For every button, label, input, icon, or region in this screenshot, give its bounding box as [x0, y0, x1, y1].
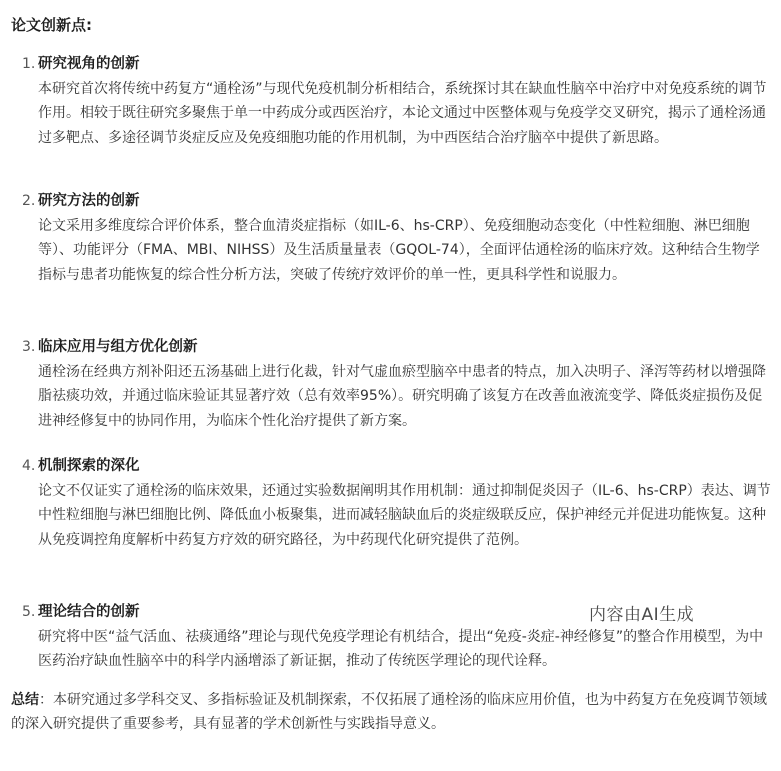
list-number: 3. [22, 339, 36, 355]
summary-paragraph [11, 688, 771, 737]
list-item [11, 52, 771, 189]
list-number: 5. [22, 604, 36, 620]
list-item-body: 论文不仅证实了通栓汤的临床效果，还通过实验数据阐明其作用机制：通过抑制促炎因子（IL-6、hs-CRP）表达、调节中性粒细胞与淋巴细胞比例、降低血小板聚集，进而减轻脑缺血后的炎症级联反应，保护神经元并促进功能恢复。这种从免疫调控角度解析中药复方疗效的研究路径，为中药现代化研究提供了范例。 [38, 483, 771, 548]
list-item-title: 研究方法的创新 [38, 193, 140, 209]
list-item-title: 机制探索的深化 [38, 458, 140, 474]
innovation-list [11, 52, 771, 682]
summary-label: 总结 [11, 692, 39, 708]
document [11, 0, 771, 737]
list-item-body: 研究将中医“益气活血、祛痰通络”理论与现代免疫学理论有机结合，提出“免疫-炎症-神经修复”的整合作用模型，为中医药治疗缺血性脑卒中的科学内涵增添了新证据，推动了传统医学理论的现代诠释。 [38, 629, 764, 670]
list-item-body: 通栓汤在经典方剂补阳还五汤基础上进行化裁，针对气虚血瘀型脑卒中患者的特点，加入决明子、泽泻等药材以增强降脂祛痰功效，并通过临床验证其显著疗效（总有效率95%）。研究明确了该复方在改善血液流变学、降低炎症损伤及促进神经修复中的协同作用，为临床个性化治疗提供了新方案。 [38, 364, 766, 429]
list-item [11, 189, 771, 335]
ai-generated-watermark: 内容由AI生成 [589, 605, 695, 625]
list-item [11, 454, 771, 600]
list-number: 2. [22, 193, 36, 209]
summary-text: ：本研究通过多学科交叉、多指标验证及机制探索，不仅拓展了通栓汤的临床应用价值，也为中药复方在免疫调节领域的深入研究提供了重要参考，具有显著的学术创新性与实践指导意义。 [11, 692, 767, 733]
list-item [11, 335, 771, 454]
list-item-title: 理论结合的创新 [38, 604, 140, 620]
list-item-body: 论文采用多维度综合评价体系，整合血清炎症指标（如IL-6、hs-CRP）、免疫细胞动态变化（中性粒细胞、淋巴细胞等）、功能评分（FMA、MBI、NIHSS）及生活质量量表（GQOL-74），全面评估通栓汤的临床疗效。这种结合生物学指标与患者功能恢复的综合性分析方法，突破了传统疗效评价的单一性，更具科学性和说服力。 [38, 218, 760, 283]
list-item-title: 临床应用与组方优化创新 [38, 339, 198, 355]
list-number: 1. [22, 56, 36, 72]
document-heading: 论文创新点: [11, 16, 92, 34]
list-item-body: 本研究首次将传统中药复方“通栓汤”与现代免疫机制分析相结合，系统探讨其在缺血性脑卒中治疗中对免疫系统的调节作用。相较于既往研究多聚焦于单一中药成分或西医治疗，本论文通过中医整体观与免疫学交叉研究，揭示了通栓汤通过多靶点、多途径调节炎症反应及免疫细胞功能的作用机制，为中西医结合治疗脑卒中提供了新思路。 [38, 81, 767, 146]
list-item-title: 研究视角的创新 [38, 56, 140, 72]
list-number: 4. [22, 458, 36, 474]
